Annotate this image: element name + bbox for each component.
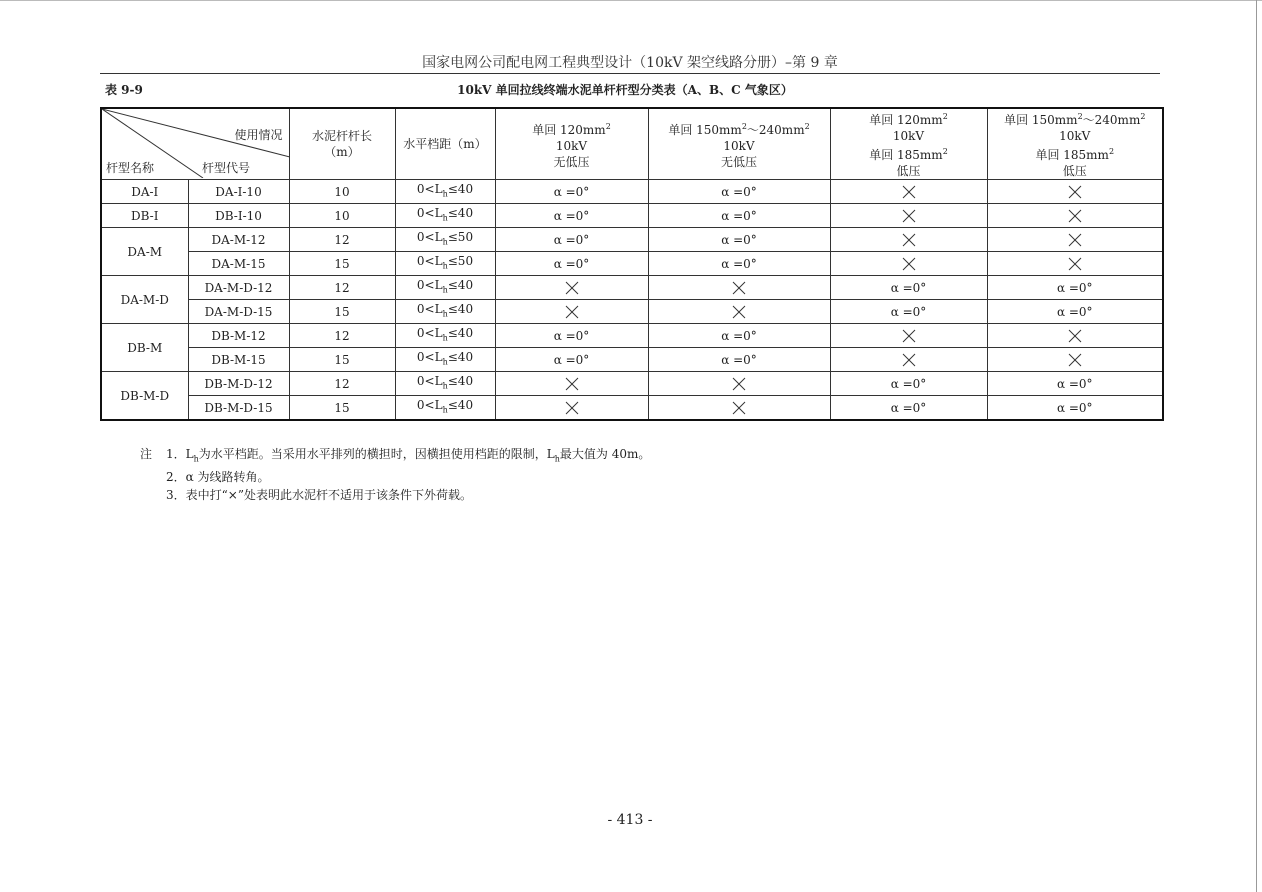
pole-code-cell: DA-M-D-15 <box>188 300 289 324</box>
not-applicable-cell <box>830 252 987 276</box>
angle-cell: α =0° <box>987 372 1163 396</box>
table-row <box>101 396 1163 421</box>
span-cell: $0<L_h\le 40$ <box>395 396 495 421</box>
span-cell: $0<L_h\le 40$ <box>395 204 495 228</box>
angle-cell: α =0° <box>495 228 648 252</box>
pole-code-cell: DB-I-10 <box>188 204 289 228</box>
span-cell: $0<L_h\le 50$ <box>395 252 495 276</box>
pole-code-label: 杆型代号 <box>202 161 251 175</box>
header-condition-4: 单回 $150mm^2\sim 240mm^2$ 10kV 单回 $185mm^2$ 低压 <box>987 108 1163 180</box>
cross-mark-icon <box>1068 209 1082 223</box>
not-applicable-cell <box>987 348 1163 372</box>
table-label: 表 9-9 <box>105 83 143 97</box>
table-row <box>101 348 1163 372</box>
angle-cell: α =0° <box>830 396 987 421</box>
angle-cell: α =0° <box>495 324 648 348</box>
note-2: 2．α 为线路转角。 <box>166 470 270 485</box>
span-cell: $0<L_h\le 40$ <box>395 372 495 396</box>
angle-cell: α =0° <box>987 276 1163 300</box>
pole-length-cell: 15 <box>289 252 395 276</box>
angle-cell: α =0° <box>648 204 830 228</box>
pole-length-cell: 15 <box>289 348 395 372</box>
angle-cell: α =0° <box>830 300 987 324</box>
not-applicable-cell <box>987 324 1163 348</box>
angle-cell: α =0° <box>987 300 1163 324</box>
angle-cell: α =0° <box>648 228 830 252</box>
page-border-right <box>1256 0 1257 892</box>
cross-mark-icon <box>732 281 746 295</box>
not-applicable-cell <box>987 204 1163 228</box>
not-applicable-cell <box>830 228 987 252</box>
not-applicable-cell <box>648 396 830 421</box>
table-header-row <box>101 108 1163 180</box>
angle-cell: α =0° <box>648 324 830 348</box>
pole-length-cell: 15 <box>289 300 395 324</box>
pole-code-cell: DA-I-10 <box>188 180 289 204</box>
header-pole-length: 水泥杆杆长 （m） <box>289 108 395 180</box>
span-cell: $0<L_h\le 40$ <box>395 348 495 372</box>
angle-cell: α =0° <box>648 180 830 204</box>
not-applicable-cell <box>987 252 1163 276</box>
table-row <box>101 372 1163 396</box>
not-applicable-cell <box>648 372 830 396</box>
cross-mark-icon <box>902 185 916 199</box>
angle-cell: α =0° <box>495 180 648 204</box>
table-row <box>101 228 1163 252</box>
table-row <box>101 204 1163 228</box>
usage-label: 使用情况 <box>234 128 283 142</box>
cross-mark-icon <box>902 329 916 343</box>
angle-cell: α =0° <box>495 348 648 372</box>
angle-cell: α =0° <box>648 252 830 276</box>
pole-length-cell: 12 <box>289 228 395 252</box>
pole-length-cell: 12 <box>289 324 395 348</box>
angle-cell: α =0° <box>830 276 987 300</box>
pole-length-cell: 12 <box>289 276 395 300</box>
pole-code-cell: DB-M-D-15 <box>188 396 289 421</box>
pole-code-cell: DB-M-15 <box>188 348 289 372</box>
cross-mark-icon <box>732 401 746 415</box>
note-3: 3．表中打“×”处表明此水泥杆不适用于该条件下外荷载。 <box>166 488 472 503</box>
diagonal-header-cell <box>101 108 289 180</box>
not-applicable-cell <box>648 300 830 324</box>
not-applicable-cell <box>830 204 987 228</box>
angle-cell: α =0° <box>495 204 648 228</box>
cross-mark-icon <box>565 281 579 295</box>
angle-cell: α =0° <box>830 372 987 396</box>
cross-mark-icon <box>565 377 579 391</box>
pole-name-cell: DA-M <box>101 228 188 276</box>
pole-name-cell: DA-M-D <box>101 276 188 324</box>
header-condition-1: 单回 $120mm^2$ 10kV 无低压 <box>495 108 648 180</box>
cross-mark-icon <box>1068 329 1082 343</box>
pole-name-cell: DA-I <box>101 180 188 204</box>
angle-cell: α =0° <box>648 348 830 372</box>
table-row <box>101 252 1163 276</box>
not-applicable-cell <box>830 324 987 348</box>
span-cell: $0<L_h\le 50$ <box>395 228 495 252</box>
page-number: - 413 - <box>607 812 653 828</box>
header-rule <box>100 73 1160 74</box>
pole-length-cell: 12 <box>289 372 395 396</box>
table-row <box>101 324 1163 348</box>
not-applicable-cell <box>648 276 830 300</box>
cross-mark-icon <box>1068 233 1082 247</box>
pole-code-cell: DA-M-12 <box>188 228 289 252</box>
not-applicable-cell <box>987 228 1163 252</box>
pole-length-cell: 10 <box>289 204 395 228</box>
not-applicable-cell <box>830 348 987 372</box>
pole-code-cell: DA-M-D-12 <box>188 276 289 300</box>
header-condition-3: 单回 $120mm^2$ 10kV 单回 $185mm^2$ 低压 <box>830 108 987 180</box>
cross-mark-icon <box>1068 257 1082 271</box>
cross-mark-icon <box>902 233 916 247</box>
table-title: 10kV 单回拉线终端水泥单杆杆型分类表（A、B、C 气象区） <box>457 83 793 97</box>
not-applicable-cell <box>495 396 648 421</box>
span-cell: $0<L_h\le 40$ <box>395 180 495 204</box>
pole-name-cell: DB-I <box>101 204 188 228</box>
note-1: 注 1．$L_h$为水平档距。当采用水平排列的横担时，因横担使用档距的限制，$L_h$最大值为 40m。 <box>140 447 651 464</box>
table-row <box>101 300 1163 324</box>
cross-mark-icon <box>902 257 916 271</box>
cross-mark-icon <box>1068 353 1082 367</box>
angle-cell: α =0° <box>495 252 648 276</box>
pole-length-cell: 10 <box>289 180 395 204</box>
not-applicable-cell <box>987 180 1163 204</box>
span-cell: $0<L_h\le 40$ <box>395 276 495 300</box>
pole-code-cell: DB-M-12 <box>188 324 289 348</box>
pole-name-cell: DB-M <box>101 324 188 372</box>
not-applicable-cell <box>495 372 648 396</box>
pole-name-label: 杆型名称 <box>106 161 155 175</box>
cross-mark-icon <box>1068 185 1082 199</box>
cross-mark-icon <box>732 377 746 391</box>
table-row <box>101 180 1163 204</box>
cross-mark-icon <box>565 305 579 319</box>
pole-code-cell: DA-M-15 <box>188 252 289 276</box>
cross-mark-icon <box>902 209 916 223</box>
page-border-top <box>0 0 1262 1</box>
not-applicable-cell <box>495 300 648 324</box>
cross-mark-icon <box>732 305 746 319</box>
cross-mark-icon <box>902 353 916 367</box>
header-horizontal-span: 水平档距（m） <box>395 108 495 180</box>
notes-lead: 注 <box>140 447 153 461</box>
running-header: 国家电网公司配电网工程典型设计（10kV 架空线路分册）–第 9 章 <box>422 55 838 71</box>
header-condition-2: 单回 $150mm^2\sim 240mm^2$ 10kV 无低压 <box>648 108 830 180</box>
not-applicable-cell <box>830 180 987 204</box>
notes <box>140 445 650 504</box>
angle-cell: α =0° <box>987 396 1163 421</box>
cross-mark-icon <box>565 401 579 415</box>
pole-code-cell: DB-M-D-12 <box>188 372 289 396</box>
pole-type-table <box>100 107 1164 421</box>
pole-name-cell: DB-M-D <box>101 372 188 421</box>
pole-length-cell: 15 <box>289 396 395 421</box>
span-cell: $0<L_h\le 40$ <box>395 324 495 348</box>
table-row <box>101 276 1163 300</box>
not-applicable-cell <box>495 276 648 300</box>
span-cell: $0<L_h\le 40$ <box>395 300 495 324</box>
